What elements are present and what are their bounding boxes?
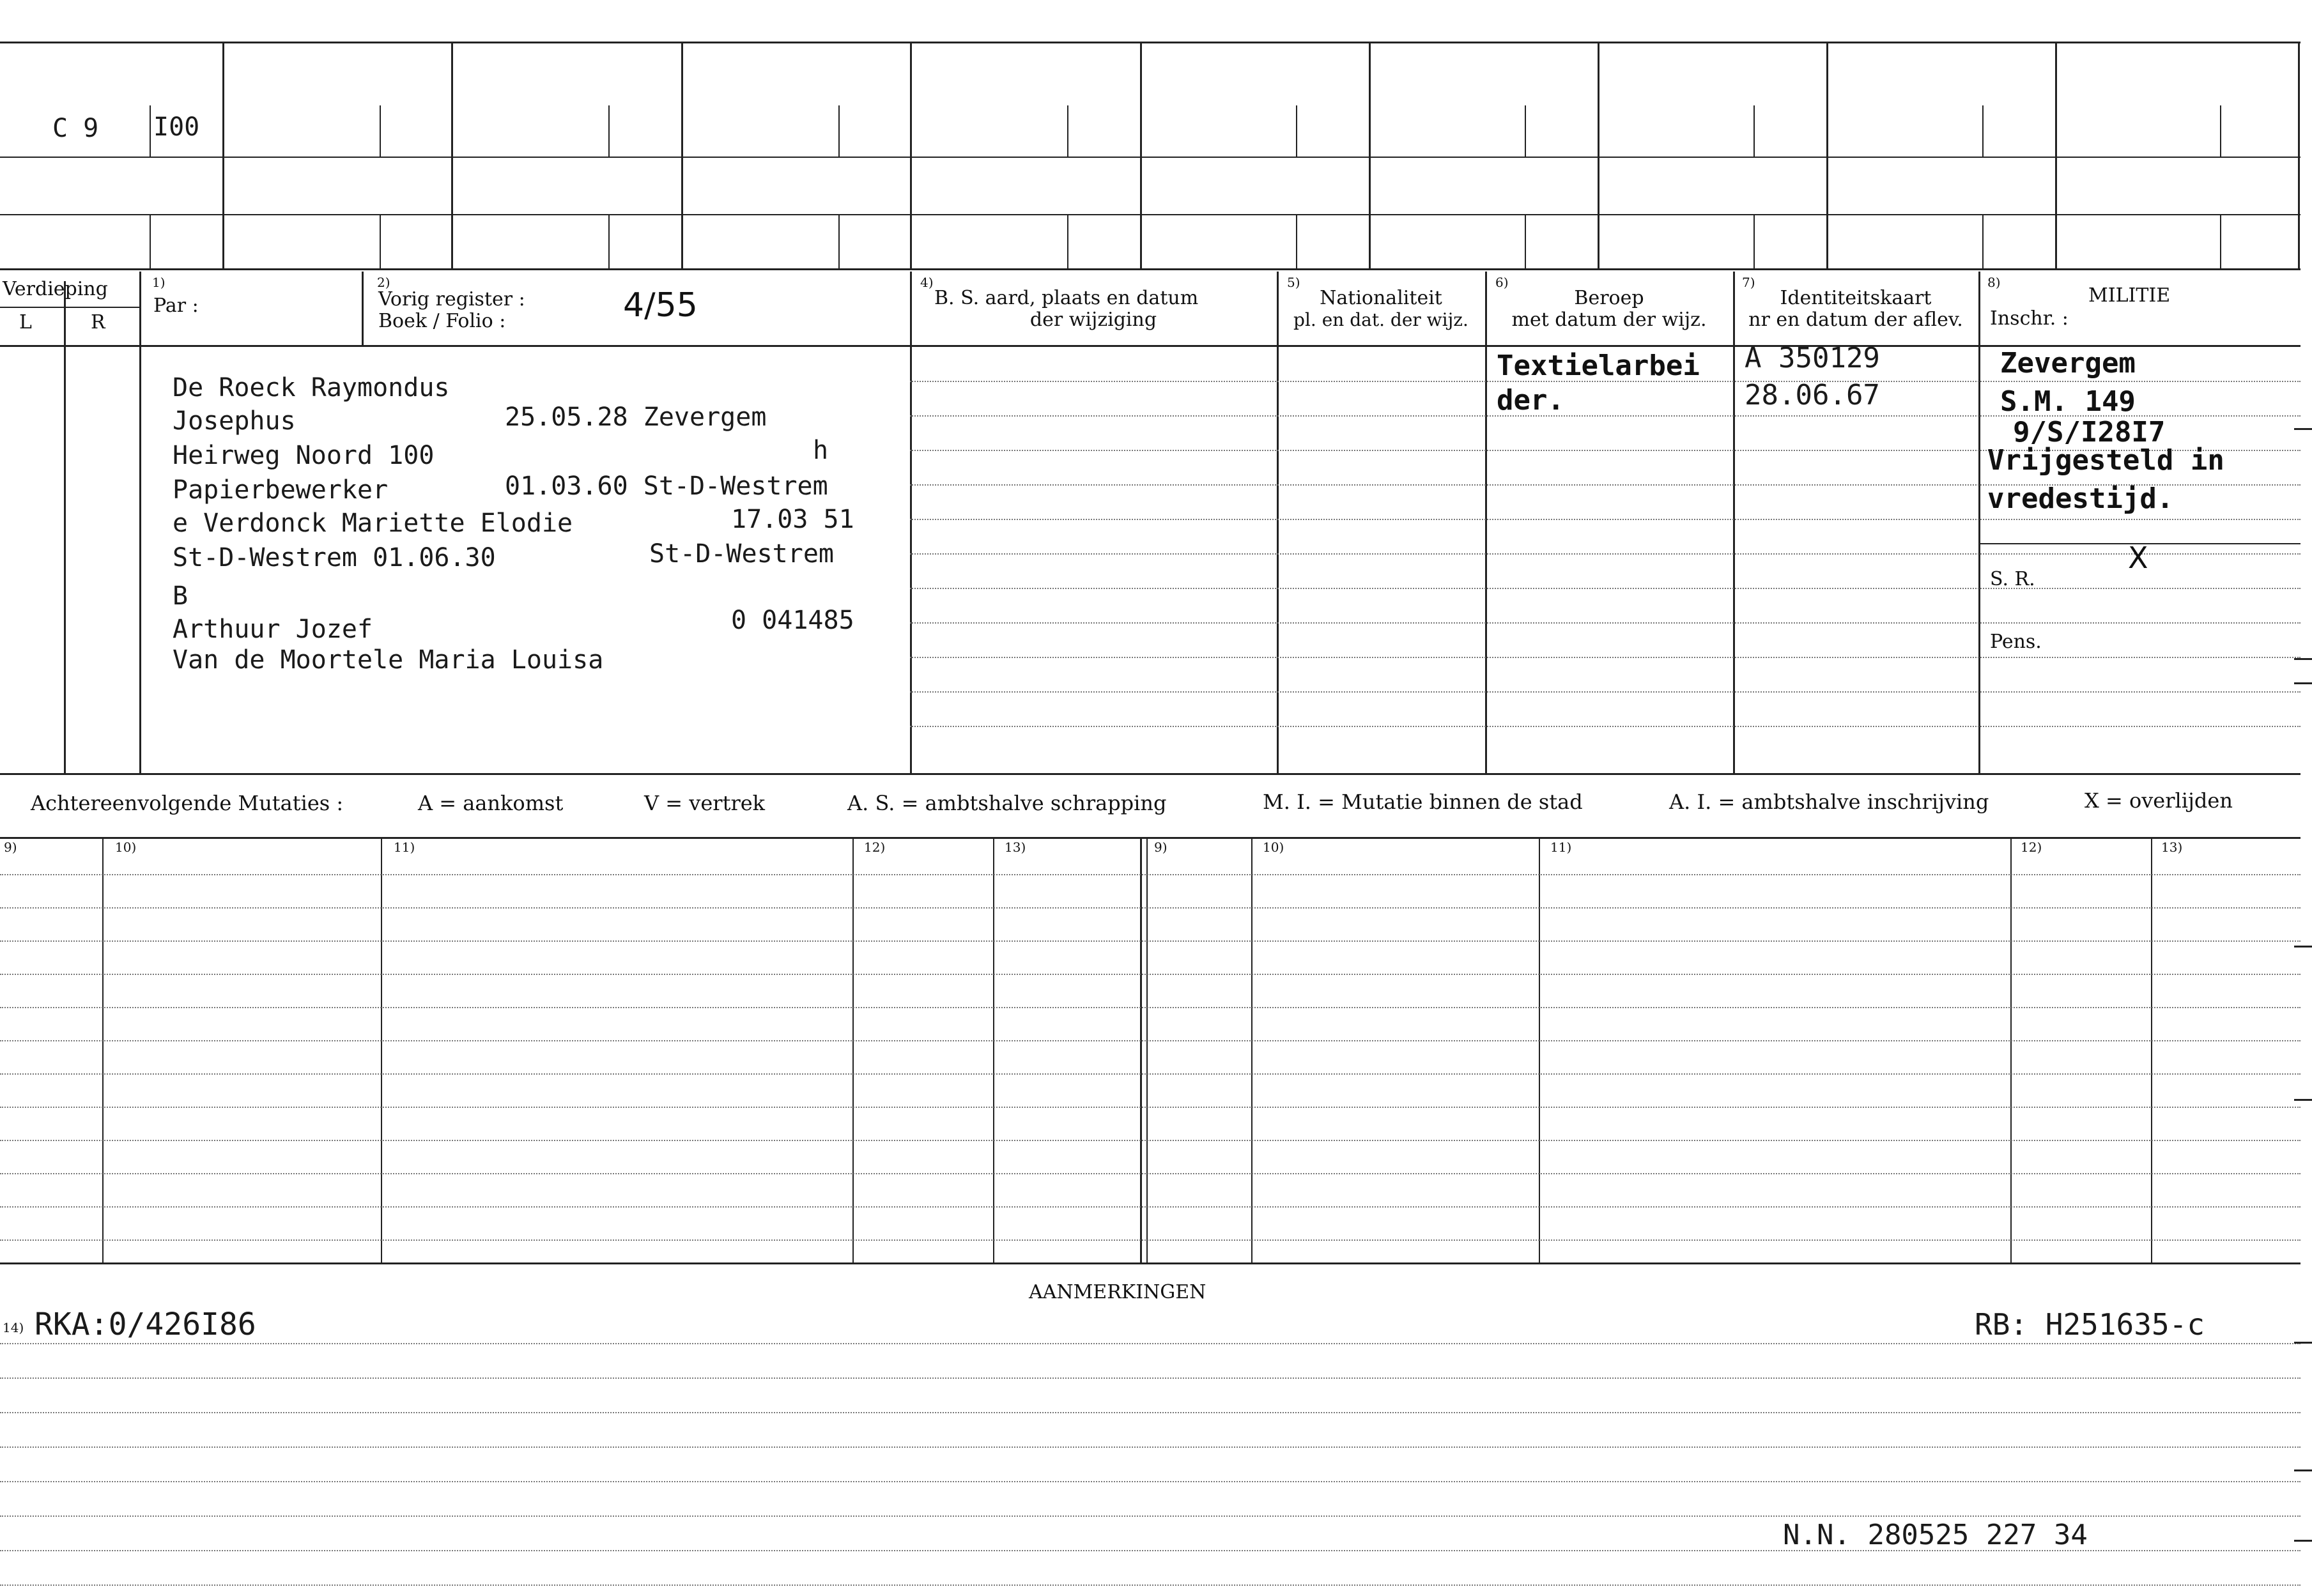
identiteit-label-1: Identiteitskaart <box>1780 287 1932 309</box>
note-8: 8) <box>1987 275 2001 290</box>
mut-col-13-b: 13) <box>2161 840 2183 855</box>
mutatie-as: A. S. = ambtshalve schrapping <box>847 791 1167 815</box>
beroep-line-1: Textielarbei <box>1497 349 1700 382</box>
note-6: 6) <box>1495 275 1509 290</box>
militie-line-1: Zevergem <box>2000 347 2136 380</box>
rka-value: RKA:0/426I86 <box>35 1307 256 1342</box>
boek-folio-value: 4/55 <box>623 286 698 325</box>
vorig-register-label: Vorig register : <box>378 288 525 311</box>
nationaliteit-label-1: Nationaliteit <box>1320 287 1442 309</box>
top-code: C 9 <box>52 114 99 143</box>
mut-col-10: 10) <box>115 840 137 855</box>
person-line-8-name: Arthuur Jozef <box>173 615 373 644</box>
nationaliteit-label-2: pl. en dat. der wijz. <box>1293 309 1468 330</box>
person-line-5-date: 17.03 51 <box>731 505 854 534</box>
person-line-6-place-2: St-D-Westrem <box>649 539 834 569</box>
boek-folio-label: Boek / Folio : <box>378 310 506 332</box>
mutatie-mi: M. I. = Mutatie binnen de stad <box>1263 790 1583 814</box>
mut-col-9: 9) <box>4 840 17 855</box>
person-line-9: Van de Moortele Maria Louisa <box>173 645 604 675</box>
sr-value: X <box>2128 541 2148 575</box>
identiteit-line-1: A 350129 <box>1745 342 1880 374</box>
mutaties-title: Achtereenvolgende Mutaties : <box>31 791 344 815</box>
militie-line-3: 9/S/I28I7 <box>2013 416 2166 449</box>
beroep-line-2: der. <box>1497 384 1564 417</box>
verdieping-label: Verdieping <box>3 278 108 300</box>
person-line-3-mark: h <box>813 436 829 465</box>
note-14: 14) <box>3 1320 24 1335</box>
rb-value: RB: H251635-c <box>1975 1307 2205 1342</box>
person-line-3: Heirweg Noord 100 <box>173 441 435 470</box>
person-line-5-spouse: e Verdonck Mariette Elodie <box>173 509 573 538</box>
mut-col-9-b: 9) <box>1154 840 1168 855</box>
mutatie-v: V = vertrek <box>644 791 766 815</box>
note-4: 4) <box>920 275 934 290</box>
bs-label-2: der wijziging <box>1029 309 1157 331</box>
mutatie-x: X = overlijden <box>2085 788 2233 813</box>
top-number: I00 <box>153 112 200 142</box>
person-line-2-name: Josephus <box>173 406 296 436</box>
col-l-label: L <box>19 311 32 334</box>
identiteit-line-2: 28.06.67 <box>1745 379 1880 411</box>
militie-line-5: vredestijd. <box>1987 482 2174 515</box>
sr-label: S. R. <box>1990 568 2035 590</box>
person-line-4-job: Papierbewerker <box>173 475 389 505</box>
militie-line-4: Vrijgesteld in <box>1987 444 2224 477</box>
beroep-label-1: Beroep <box>1574 287 1644 309</box>
mut-col-13: 13) <box>1005 840 1026 855</box>
mut-col-11-b: 11) <box>1550 840 1572 855</box>
note-7: 7) <box>1742 275 1755 290</box>
col-r-label: R <box>91 311 105 334</box>
person-line-8-code: 0 041485 <box>731 606 854 635</box>
note-1: 1) <box>152 275 166 290</box>
note-5: 5) <box>1287 275 1300 290</box>
inschr-label: Inschr. : <box>1990 307 2069 330</box>
militie-label: MILITIE <box>2088 284 2171 307</box>
mut-col-12: 12) <box>864 840 886 855</box>
nn-value: N.N. 280525 227 34 <box>1783 1519 2088 1551</box>
mutatie-ai: A. I. = ambtshalve inschrijving <box>1669 790 1989 814</box>
bs-label-1: B. S. aard, plaats en datum <box>934 287 1199 309</box>
mut-col-10-b: 10) <box>1263 840 1284 855</box>
person-line-2-date: 25.05.28 Zevergem <box>505 403 767 432</box>
pens-label: Pens. <box>1990 631 2042 653</box>
beroep-label-2: met datum der wijz. <box>1511 309 1707 331</box>
person-line-6-place: St-D-Westrem 01.06.30 <box>173 543 496 572</box>
person-line-1: De Roeck Raymondus <box>173 373 450 403</box>
par-label: Par : <box>153 295 199 317</box>
mutatie-a: A = aankomst <box>418 791 564 815</box>
person-line-4-date: 01.03.60 St-D-Westrem <box>505 472 828 501</box>
mut-col-12-b: 12) <box>2021 840 2042 855</box>
identiteit-label-2: nr en datum der aflev. <box>1748 309 1963 331</box>
militie-line-2: S.M. 149 <box>2000 385 2136 418</box>
mut-col-11: 11) <box>394 840 415 855</box>
person-line-7: B <box>173 581 189 611</box>
note-2: 2) <box>377 275 390 290</box>
aanmerkingen-title: AANMERKINGEN <box>1029 1281 1206 1303</box>
